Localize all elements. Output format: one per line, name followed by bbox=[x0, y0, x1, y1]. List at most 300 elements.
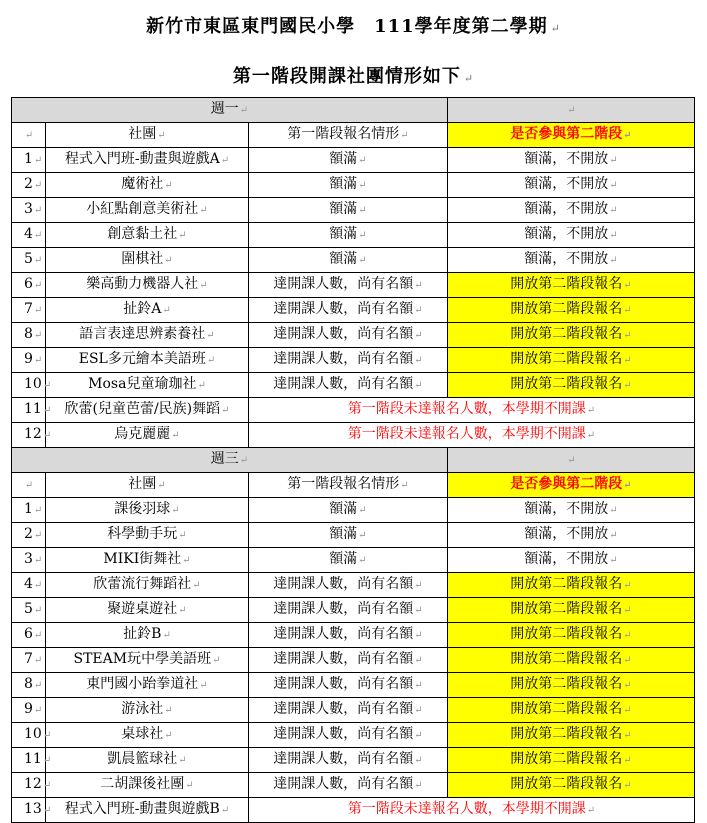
club-name bbox=[46, 723, 249, 748]
table-row bbox=[12, 598, 695, 623]
second-stage-status-text: 額滿，不開放 bbox=[524, 526, 609, 542]
second-stage-status bbox=[448, 273, 695, 298]
cell-mark-icon: ↵ bbox=[623, 355, 632, 366]
second-stage-status bbox=[448, 498, 695, 523]
row-number bbox=[12, 648, 46, 673]
second-stage-status-text: 開放第二階段報名 bbox=[510, 676, 623, 692]
registration-status bbox=[249, 198, 448, 223]
cell-mark-icon: ↵ bbox=[199, 680, 208, 691]
second-stage-status bbox=[448, 598, 695, 623]
registration-status-text: 達開課人數，尚有名額 bbox=[273, 601, 414, 617]
row-number-text: 1 bbox=[24, 501, 33, 517]
row-number bbox=[12, 598, 46, 623]
cell-mark-icon: ↵ bbox=[33, 155, 43, 166]
row-number-text: 5 bbox=[24, 601, 33, 617]
row-number-text: 12 bbox=[24, 426, 42, 442]
second-stage-status-text: 開放第二階段報名 bbox=[510, 276, 623, 292]
cell-mark-icon: ↵ bbox=[33, 530, 43, 541]
second-stage-status-text: 額滿，不開放 bbox=[524, 226, 609, 242]
cell-mark-icon: ↵ bbox=[623, 580, 632, 591]
registration-status bbox=[249, 523, 448, 548]
table-row bbox=[12, 773, 695, 798]
second-stage-status-text: 額滿，不開放 bbox=[524, 251, 609, 267]
row-number-text: 11 bbox=[24, 751, 42, 767]
cell-mark-icon: ↵ bbox=[567, 455, 576, 466]
cell-mark-icon: ↵ bbox=[33, 255, 43, 266]
registration-status-text: 額滿 bbox=[329, 176, 358, 192]
row-number bbox=[12, 398, 52, 423]
row-number-text: 7 bbox=[24, 651, 33, 667]
registration-status bbox=[249, 723, 448, 748]
registration-status bbox=[249, 673, 448, 698]
cell-mark-icon: ↵ bbox=[414, 280, 423, 291]
club-name-text: 聚遊桌遊社 bbox=[107, 601, 178, 617]
club-status-table bbox=[11, 97, 695, 823]
cell-mark-icon: ↵ bbox=[164, 255, 173, 266]
cell-mark-icon: ↵ bbox=[164, 705, 173, 716]
cell-mark-icon: ↵ bbox=[42, 780, 52, 791]
cell-mark-icon: ↵ bbox=[42, 730, 52, 741]
cell-mark-icon: ↵ bbox=[197, 380, 206, 391]
row-number bbox=[12, 573, 46, 598]
row-number-text: 9 bbox=[24, 701, 33, 717]
row-number-text: 8 bbox=[24, 326, 33, 342]
cell-mark-icon: ↵ bbox=[623, 705, 632, 716]
cell-mark-icon: ↵ bbox=[42, 430, 52, 441]
row-number bbox=[12, 548, 46, 573]
club-name-text: 語言表達思辨素養社 bbox=[79, 326, 206, 342]
section-empty-cell bbox=[448, 448, 695, 473]
cell-mark-icon: ↵ bbox=[623, 330, 632, 341]
row-number bbox=[12, 223, 46, 248]
cell-mark-icon: ↵ bbox=[358, 555, 367, 566]
section-title bbox=[12, 98, 448, 123]
cell-mark-icon: ↵ bbox=[609, 505, 618, 516]
second-stage-status-text: 額滿，不開放 bbox=[524, 151, 609, 167]
club-name-text: 樂高動力機器人社 bbox=[86, 276, 199, 292]
second-stage-status-text: 開放第二階段報名 bbox=[510, 726, 623, 742]
table-row bbox=[12, 623, 695, 648]
registration-status bbox=[249, 273, 448, 298]
club-name bbox=[46, 698, 249, 723]
cell-mark-icon: ↵ bbox=[414, 705, 423, 716]
registration-status bbox=[249, 248, 448, 273]
second-stage-status-text: 開放第二階段報名 bbox=[510, 601, 623, 617]
paragraph-mark-icon: ↵ bbox=[550, 22, 561, 35]
cell-mark-icon: ↵ bbox=[623, 380, 632, 391]
cell-mark-icon: ↵ bbox=[623, 280, 632, 291]
cell-mark-icon: ↵ bbox=[414, 380, 423, 391]
cell-mark-icon: ↵ bbox=[178, 605, 187, 616]
cell-mark-icon: ↵ bbox=[33, 555, 43, 566]
row-number bbox=[12, 498, 46, 523]
cell-mark-icon: ↵ bbox=[400, 130, 409, 141]
second-stage-status-text: 開放第二階段報名 bbox=[510, 301, 623, 317]
club-name bbox=[46, 273, 249, 298]
cell-mark-icon: ↵ bbox=[358, 230, 367, 241]
table-row bbox=[12, 698, 695, 723]
header-second-stage-text: 是否參與第二階段 bbox=[510, 476, 623, 492]
registration-status bbox=[249, 223, 448, 248]
club-name bbox=[46, 298, 249, 323]
registration-status bbox=[249, 648, 448, 673]
cell-mark-icon: ↵ bbox=[220, 805, 230, 816]
table-row bbox=[12, 673, 695, 698]
club-name-text: 扯鈴A bbox=[123, 301, 162, 317]
cell-mark-icon: ↵ bbox=[33, 330, 43, 341]
cell-mark-icon: ↵ bbox=[358, 155, 367, 166]
cell-mark-icon: ↵ bbox=[414, 605, 423, 616]
cell-mark-icon: ↵ bbox=[609, 555, 618, 566]
row-number-text: 4 bbox=[24, 226, 33, 242]
second-stage-status bbox=[448, 673, 695, 698]
second-stage-status bbox=[448, 223, 695, 248]
cell-mark-icon: ↵ bbox=[400, 480, 409, 491]
club-name-text: 游泳社 bbox=[121, 701, 164, 717]
row-number-text: 3 bbox=[24, 551, 33, 567]
second-stage-status bbox=[448, 173, 695, 198]
cell-mark-icon: ↵ bbox=[206, 355, 216, 366]
cell-mark-icon: ↵ bbox=[623, 605, 632, 616]
header-second-stage bbox=[448, 123, 695, 148]
section-header-row bbox=[12, 448, 695, 473]
cell-mark-icon: ↵ bbox=[33, 655, 43, 666]
row-number-text: 2 bbox=[24, 176, 33, 192]
row-number bbox=[12, 198, 46, 223]
header-club bbox=[46, 473, 249, 498]
registration-status-text: 額滿 bbox=[329, 526, 358, 542]
column-header-row bbox=[12, 123, 695, 148]
cell-mark-icon: ↵ bbox=[33, 605, 43, 616]
header-club bbox=[46, 123, 249, 148]
club-name bbox=[46, 148, 249, 173]
row-number bbox=[12, 298, 46, 323]
second-stage-status bbox=[448, 748, 695, 773]
second-stage-status bbox=[448, 248, 695, 273]
club-name bbox=[46, 598, 249, 623]
cell-mark-icon: ↵ bbox=[33, 705, 43, 716]
cell-mark-icon: ↵ bbox=[206, 330, 215, 341]
row-number bbox=[12, 773, 52, 798]
cell-mark-icon: ↵ bbox=[199, 280, 208, 291]
cell-mark-icon: ↵ bbox=[623, 480, 632, 491]
club-name bbox=[46, 223, 249, 248]
registration-status-text: 達開課人數，尚有名額 bbox=[273, 726, 414, 742]
cell-mark-icon: ↵ bbox=[178, 230, 187, 241]
cell-mark-icon: ↵ bbox=[414, 655, 423, 666]
second-stage-status-text: 開放第二階段報名 bbox=[510, 751, 623, 767]
club-name bbox=[46, 523, 249, 548]
second-stage-status bbox=[448, 348, 695, 373]
registration-status bbox=[249, 148, 448, 173]
cell-mark-icon: ↵ bbox=[414, 355, 423, 366]
club-name-text: 扯鈴B bbox=[123, 626, 162, 642]
club-name bbox=[46, 798, 249, 823]
document-title: 新竹市東區東門國民小學 111學年度第二學期 ↵ bbox=[146, 16, 561, 37]
cell-mark-icon: ↵ bbox=[171, 505, 180, 516]
registration-status-text: 額滿 bbox=[329, 501, 358, 517]
row-number bbox=[12, 523, 46, 548]
table-row bbox=[12, 398, 695, 423]
cell-mark-icon: ↵ bbox=[358, 505, 367, 516]
cell-mark-icon: ↵ bbox=[609, 530, 618, 541]
cell-mark-icon: ↵ bbox=[623, 780, 632, 791]
table-row bbox=[12, 373, 695, 398]
club-name bbox=[46, 573, 249, 598]
cell-mark-icon: ↵ bbox=[414, 780, 423, 791]
row-number bbox=[12, 748, 52, 773]
second-stage-status-text: 開放第二階段報名 bbox=[510, 701, 623, 717]
registration-status-text: 達開課人數，尚有名額 bbox=[273, 301, 414, 317]
header-status bbox=[249, 123, 448, 148]
column-header-row bbox=[12, 473, 695, 498]
cell-mark-icon: ↵ bbox=[609, 180, 618, 191]
club-name bbox=[46, 348, 249, 373]
cell-mark-icon: ↵ bbox=[164, 730, 173, 741]
row-number bbox=[12, 798, 52, 823]
row-number bbox=[12, 248, 46, 273]
registration-status-text: 達開課人數，尚有名額 bbox=[273, 676, 414, 692]
row-number bbox=[12, 673, 46, 698]
cell-mark-icon: ↵ bbox=[414, 630, 423, 641]
table-row bbox=[12, 548, 695, 573]
cell-mark-icon: ↵ bbox=[42, 380, 52, 391]
club-name bbox=[46, 673, 249, 698]
paragraph-mark-icon: ↵ bbox=[463, 72, 475, 85]
cell-mark-icon: ↵ bbox=[33, 580, 43, 591]
header-club-text: 社團 bbox=[128, 126, 157, 142]
club-name-text: 課後羽球 bbox=[114, 501, 171, 517]
row-number bbox=[12, 323, 46, 348]
table-row bbox=[12, 423, 695, 448]
second-stage-status bbox=[448, 623, 695, 648]
registration-status-text: 達開課人數，尚有名額 bbox=[273, 626, 414, 642]
table-row bbox=[12, 273, 695, 298]
second-stage-status-text: 開放第二階段報名 bbox=[510, 626, 623, 642]
cell-mark-icon: ↵ bbox=[178, 530, 187, 541]
cell-mark-icon: ↵ bbox=[33, 230, 43, 241]
row-number bbox=[12, 423, 52, 448]
second-stage-status bbox=[448, 373, 695, 398]
second-stage-status bbox=[448, 198, 695, 223]
cell-mark-icon: ↵ bbox=[414, 730, 423, 741]
cell-mark-icon: ↵ bbox=[33, 630, 43, 641]
table-row bbox=[12, 573, 695, 598]
cell-mark-icon: ↵ bbox=[239, 105, 249, 116]
cell-mark-icon: ↵ bbox=[162, 305, 171, 316]
second-stage-status-text: 開放第二階段報名 bbox=[510, 376, 623, 392]
row-number bbox=[12, 348, 46, 373]
second-stage-status-text: 額滿，不開放 bbox=[524, 176, 609, 192]
registration-status bbox=[249, 573, 448, 598]
second-stage-status bbox=[448, 648, 695, 673]
row-number bbox=[12, 698, 46, 723]
registration-status bbox=[249, 348, 448, 373]
cell-mark-icon: ↵ bbox=[609, 155, 618, 166]
cell-mark-icon: ↵ bbox=[33, 505, 43, 516]
club-name bbox=[46, 248, 249, 273]
cell-mark-icon: ↵ bbox=[171, 430, 180, 441]
registration-status-text: 額滿 bbox=[329, 551, 358, 567]
club-name-text: 欣蕾流行舞蹈社 bbox=[93, 576, 192, 592]
cell-mark-icon: ↵ bbox=[33, 680, 43, 691]
second-stage-status bbox=[448, 323, 695, 348]
club-name bbox=[46, 198, 249, 223]
registration-status bbox=[249, 323, 448, 348]
table-row bbox=[12, 173, 695, 198]
table-row bbox=[12, 348, 695, 373]
club-name-text: 欣蕾(兒童芭蕾/民族)舞蹈 bbox=[64, 401, 221, 417]
cell-mark-icon: ↵ bbox=[586, 430, 596, 441]
cell-mark-icon: ↵ bbox=[358, 180, 367, 191]
row-number-text: 6 bbox=[24, 276, 33, 292]
cell-mark-icon: ↵ bbox=[609, 205, 618, 216]
second-stage-status-text: 開放第二階段報名 bbox=[510, 651, 623, 667]
cell-mark-icon: ↵ bbox=[157, 480, 166, 491]
registration-status bbox=[249, 548, 448, 573]
not-opened-note bbox=[249, 398, 695, 423]
second-stage-status-text: 開放第二階段報名 bbox=[510, 326, 623, 342]
cell-mark-icon: ↵ bbox=[42, 755, 52, 766]
registration-status-text: 達開課人數，尚有名額 bbox=[273, 576, 414, 592]
club-name-text: 創意黏土社 bbox=[107, 226, 178, 242]
cell-mark-icon: ↵ bbox=[567, 105, 576, 116]
cell-mark-icon: ↵ bbox=[221, 405, 230, 416]
cell-mark-icon: ↵ bbox=[586, 405, 596, 416]
second-stage-status bbox=[448, 723, 695, 748]
table-row bbox=[12, 748, 695, 773]
header-status bbox=[249, 473, 448, 498]
cell-mark-icon: ↵ bbox=[623, 130, 632, 141]
row-number-text: 8 bbox=[24, 676, 33, 692]
table-row bbox=[12, 798, 695, 823]
cell-mark-icon: ↵ bbox=[623, 630, 632, 641]
club-name bbox=[46, 648, 249, 673]
club-name-text: Mosa兒童瑜珈社 bbox=[88, 376, 197, 392]
registration-status-text: 達開課人數，尚有名額 bbox=[273, 751, 414, 767]
row-number-text: 11 bbox=[24, 401, 42, 417]
club-name-text: 程式入門班-動畫與遊戲B bbox=[64, 801, 220, 817]
registration-status bbox=[249, 298, 448, 323]
second-stage-status bbox=[448, 773, 695, 798]
cell-mark-icon: ↵ bbox=[623, 680, 632, 691]
row-number-text: 2 bbox=[24, 526, 33, 542]
second-stage-status bbox=[448, 298, 695, 323]
table-row bbox=[12, 323, 695, 348]
second-stage-status bbox=[448, 148, 695, 173]
second-stage-status-text: 開放第二階段報名 bbox=[510, 776, 623, 792]
row-number-text: 10 bbox=[24, 376, 42, 392]
row-number-text: 6 bbox=[24, 626, 33, 642]
cell-mark-icon: ↵ bbox=[358, 530, 367, 541]
club-name bbox=[46, 323, 249, 348]
club-name-text: STEAM玩中學美語班 bbox=[73, 651, 212, 667]
row-number-text: 13 bbox=[24, 801, 42, 817]
registration-status bbox=[249, 623, 448, 648]
cell-mark-icon: ↵ bbox=[42, 805, 52, 816]
cell-mark-icon: ↵ bbox=[609, 255, 618, 266]
club-name bbox=[46, 773, 249, 798]
club-name-text: 東門國小跆拳道社 bbox=[86, 676, 199, 692]
table-row bbox=[12, 298, 695, 323]
second-stage-status bbox=[448, 698, 695, 723]
second-stage-status bbox=[448, 523, 695, 548]
registration-status bbox=[249, 498, 448, 523]
row-number-text: 10 bbox=[24, 726, 42, 742]
row-number bbox=[12, 623, 46, 648]
header-blank-cell bbox=[12, 123, 46, 148]
registration-status-text: 達開課人數，尚有名額 bbox=[273, 651, 414, 667]
row-number-text: 4 bbox=[24, 576, 33, 592]
not-opened-note bbox=[249, 423, 695, 448]
club-name bbox=[46, 623, 249, 648]
cell-mark-icon: ↵ bbox=[609, 230, 618, 241]
table-row bbox=[12, 523, 695, 548]
second-stage-status bbox=[448, 548, 695, 573]
second-stage-status-text: 開放第二階段報名 bbox=[510, 576, 623, 592]
table-row bbox=[12, 248, 695, 273]
club-name-text: 凱晨籃球社 bbox=[107, 751, 178, 767]
club-name-text: 魔術社 bbox=[121, 176, 164, 192]
row-number-text: 7 bbox=[24, 301, 33, 317]
not-opened-note-text: 第一階段未達報名人數，本學期不開課 bbox=[347, 801, 586, 817]
club-name-text: 科學動手玩 bbox=[107, 526, 178, 542]
not-opened-note bbox=[249, 798, 695, 823]
cell-mark-icon: ↵ bbox=[185, 780, 194, 791]
row-number bbox=[12, 723, 52, 748]
cell-mark-icon: ↵ bbox=[220, 155, 230, 166]
section-title bbox=[12, 448, 448, 473]
row-number bbox=[12, 273, 46, 298]
registration-status-text: 額滿 bbox=[329, 226, 358, 242]
cell-mark-icon: ↵ bbox=[586, 805, 596, 816]
cell-mark-icon: ↵ bbox=[33, 180, 43, 191]
row-number-text: 12 bbox=[24, 776, 42, 792]
cell-mark-icon: ↵ bbox=[414, 755, 423, 766]
club-name bbox=[46, 498, 249, 523]
row-number-text: 1 bbox=[24, 151, 33, 167]
registration-status-text: 額滿 bbox=[329, 201, 358, 217]
row-number bbox=[12, 148, 46, 173]
table-row bbox=[12, 198, 695, 223]
cell-mark-icon: ↵ bbox=[239, 455, 249, 466]
registration-status-text: 達開課人數，尚有名額 bbox=[273, 776, 414, 792]
cell-mark-icon: ↵ bbox=[358, 205, 367, 216]
cell-mark-icon: ↵ bbox=[623, 730, 632, 741]
club-name-text: ESL多元繪本美語班 bbox=[78, 351, 206, 367]
not-opened-note-text: 第一階段未達報名人數，本學期不開課 bbox=[347, 426, 586, 442]
table-row bbox=[12, 648, 695, 673]
registration-status-text: 額滿 bbox=[329, 151, 358, 167]
club-name-text: 程式入門班-動畫與遊戲A bbox=[64, 151, 220, 167]
header-second-stage bbox=[448, 473, 695, 498]
cell-mark-icon: ↵ bbox=[199, 205, 208, 216]
row-number-text: 5 bbox=[24, 251, 33, 267]
cell-mark-icon: ↵ bbox=[358, 255, 367, 266]
cell-mark-icon: ↵ bbox=[33, 205, 43, 216]
club-name-text: 小紅點創意美術社 bbox=[86, 201, 199, 217]
registration-status bbox=[249, 373, 448, 398]
registration-status-text: 額滿 bbox=[329, 251, 358, 267]
cell-mark-icon: ↵ bbox=[42, 405, 52, 416]
club-name-text: 圍棋社 bbox=[121, 251, 164, 267]
cell-mark-icon: ↵ bbox=[212, 655, 221, 666]
club-name-text: 烏克麗麗 bbox=[114, 426, 171, 442]
registration-status bbox=[249, 773, 448, 798]
cell-mark-icon: ↵ bbox=[157, 130, 166, 141]
second-stage-status bbox=[448, 573, 695, 598]
section-title-text: 週一 bbox=[210, 101, 239, 117]
